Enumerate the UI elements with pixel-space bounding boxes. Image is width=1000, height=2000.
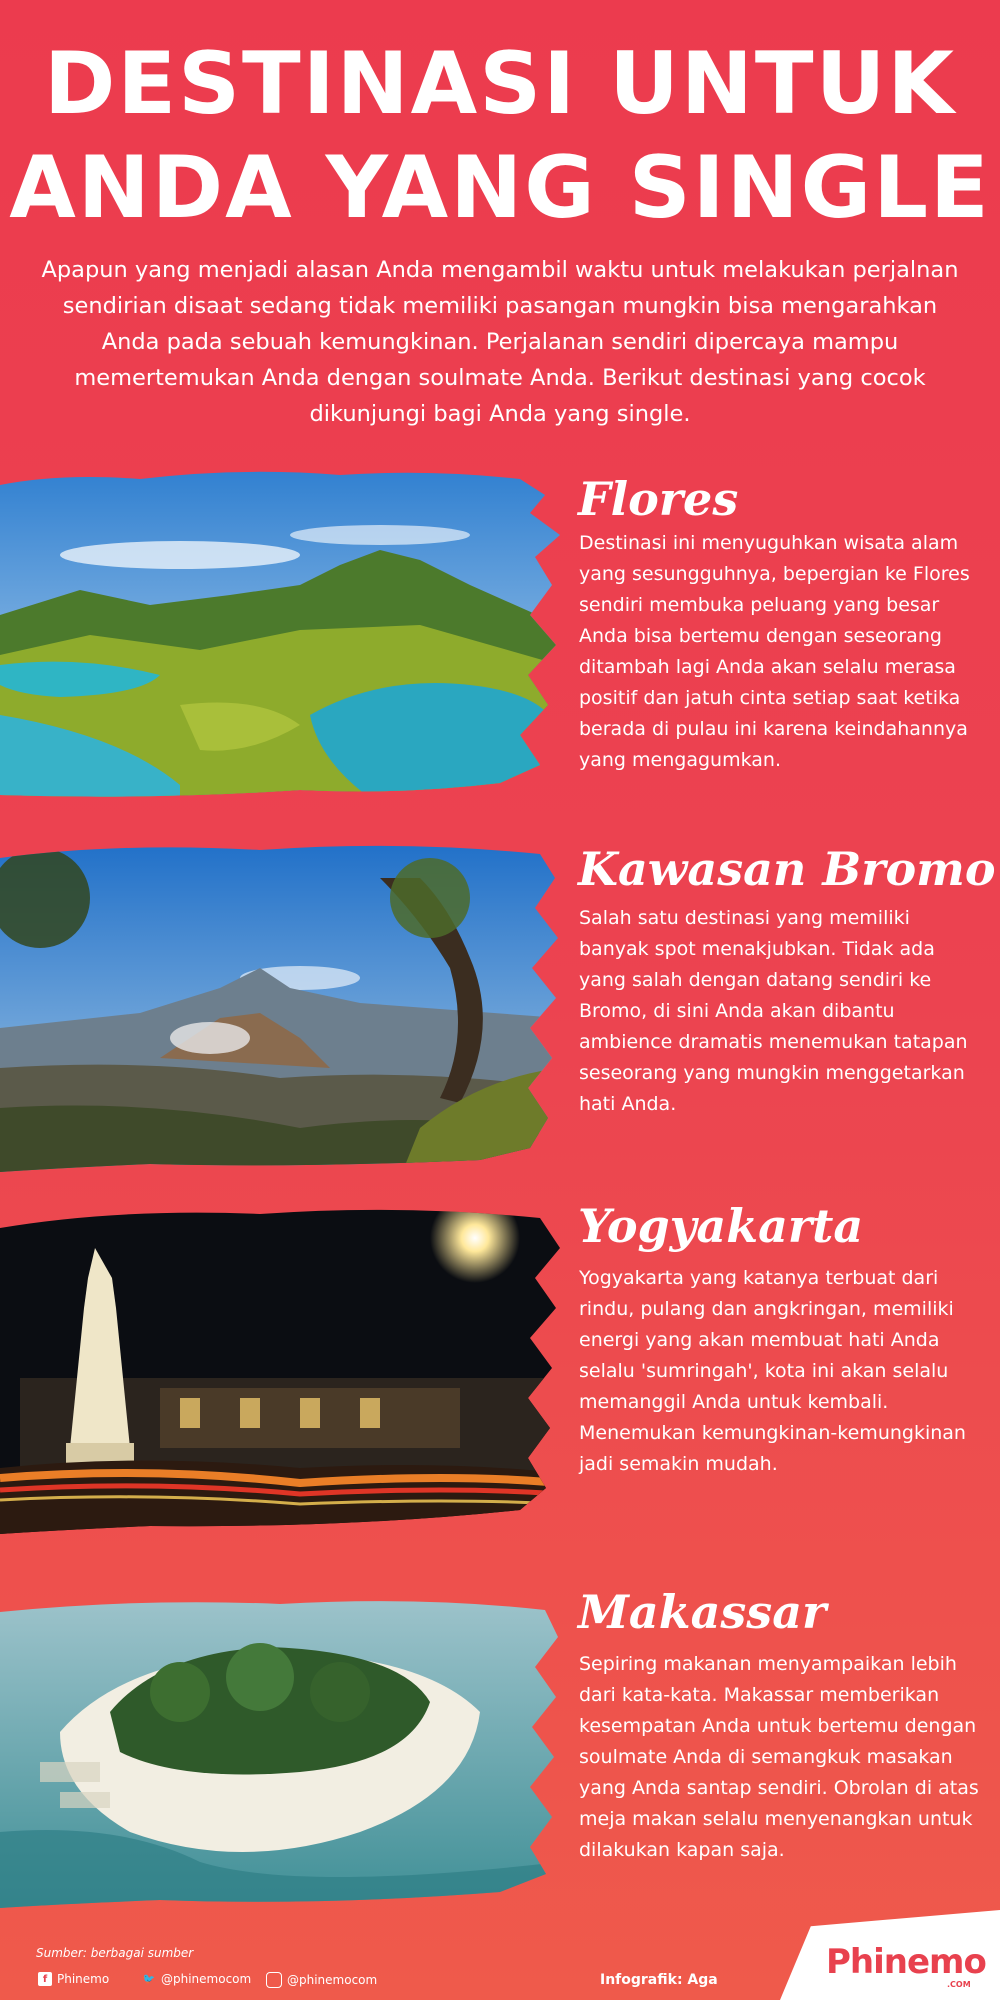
infographic-credit: Infografik: Aga <box>600 1972 718 1988</box>
bromo-description: Salah satu destinasi yang memiliki banyak spot menakjubkan. Tidak ada yang salah dengan datang sendiri ke Bromo, di sini Anda akan dibantu ambience dramatis menemukan tatapan seseorang yang mungkin menggetarkan hati Anda. <box>579 907 968 1115</box>
makassar-title: Makassar <box>578 1585 827 1639</box>
source-note: Sumber: berbagai sumber <box>36 1946 194 1960</box>
facebook-link[interactable] <box>38 1972 109 1986</box>
twitter-link[interactable] <box>142 1972 251 1986</box>
flores-photo <box>0 465 560 805</box>
twitter-handle: @phinemocom <box>161 1972 252 1986</box>
flores-title: Flores <box>578 472 739 526</box>
twitter-icon: 🐦 <box>142 1973 156 1985</box>
page-title <box>0 32 1000 240</box>
bromo-title: Kawasan Bromo <box>578 842 996 896</box>
phinemo-logo[interactable]: Phinemo <box>826 1942 986 1982</box>
flores-description: Destinasi ini menyuguhkan wisata alam yang sesungguhnya, bepergian ke Flores sendiri membuka peluang yang besar Anda bisa bertemu dengan seseorang ditambah lagi Anda akan selalu merasa positif dan jatuh cinta setiap saat ketika berada di pulau ini karena keindahannya yang mengagumkan. <box>579 532 970 771</box>
yogyakarta-description: Yogyakarta yang katanya terbuat dari rindu, pulang dan angkringan, memiliki energi yang akan membuat hati Anda selalu 'sumringah', kota ini akan selalu memanggil Anda untuk kembali. Menemukan kemungkinan-kemungkinan jadi semakin mudah. <box>579 1267 966 1475</box>
title-line-1: DESTINASI UNTUK <box>43 34 957 134</box>
bromo-photo <box>0 838 560 1178</box>
makassar-description: Sepiring makanan menyampaikan lebih dari kata-kata. Makassar memberikan kesempatan Anda untuk bertemu dengan soulmate Anda di semangkuk masakan yang Anda santap sendiri. Obrolan di atas meja makan selalu menyenangkan untuk dilakukan kapan saja. <box>579 1653 979 1861</box>
makassar-photo <box>0 1592 560 1910</box>
facebook-icon: f <box>38 1972 52 1986</box>
yogyakarta-title: Yogyakarta <box>578 1199 864 1253</box>
logo-suffix: .COM <box>947 1980 971 1989</box>
instagram-link[interactable] <box>266 1972 377 1988</box>
instagram-handle: @phinemocom <box>287 1973 378 1987</box>
facebook-handle: Phinemo <box>57 1972 110 1986</box>
intro-paragraph: Apapun yang menjadi alasan Anda mengambil waktu untuk melakukan perjalnan sendirian disaat sedang tidak memiliki pasangan mungkin bisa mengarahkan Anda pada sebuah kemungkinan. Perjalanan sendiri dipercaya mampu memertemukan Anda dengan soulmate Anda. Berikut destinasi yang cocok dikunjungi bagi Anda yang single. <box>41 257 959 427</box>
instagram-icon <box>266 1972 282 1988</box>
yogyakarta-photo <box>0 1198 560 1538</box>
title-line-2: ANDA YANG SINGLE <box>9 138 991 238</box>
